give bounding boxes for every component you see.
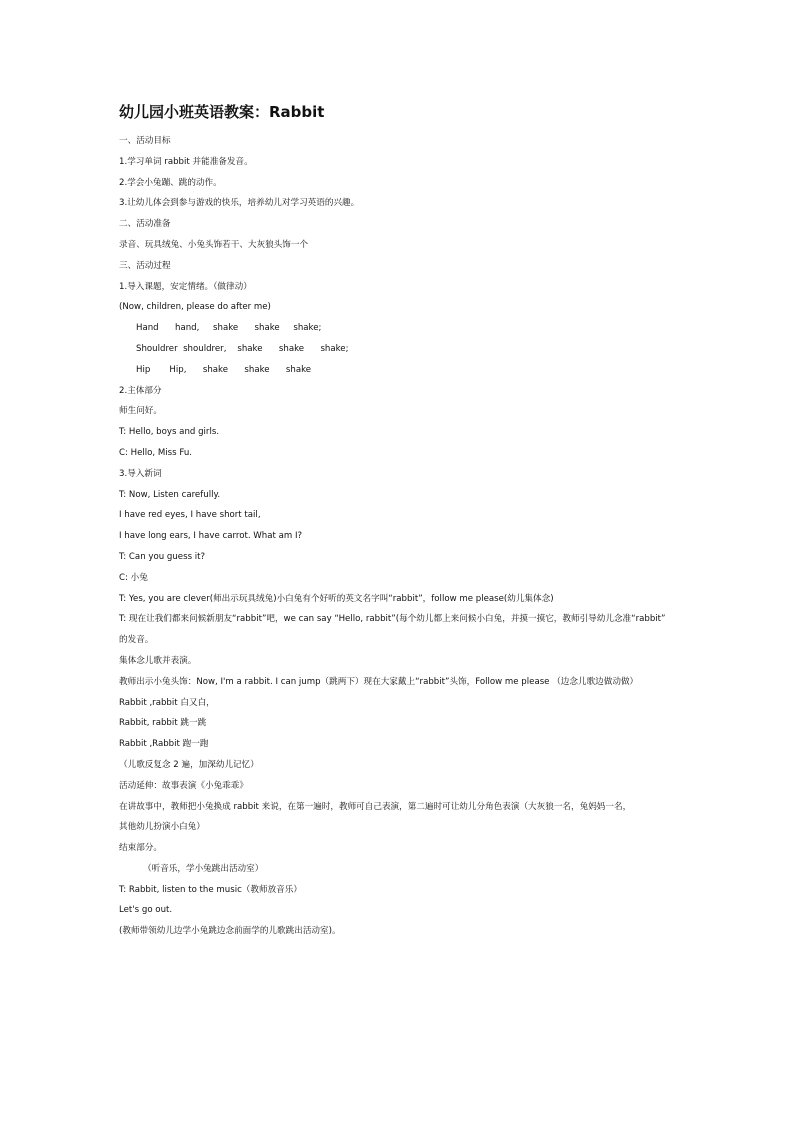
text-line: 一、活动目标 [119, 136, 171, 146]
text-line: 1.学习单词 rabbit 并能准备发音。 [119, 156, 253, 167]
text-line: I have long ears, I have carrot. What am I? [119, 531, 303, 542]
text-line: 2.学会小兔蹦、跳的动作。 [119, 177, 222, 188]
text-line: T: Yes, you are clever(师出示玩具绒兔)小白兔有个好听的英文名字叫“rabbit”，follow me please(幼儿集体念) [119, 593, 554, 604]
text-line: C: Hello, Miss Fu. [119, 447, 193, 458]
text-line: 集体念儿歌并表演。 [119, 655, 197, 666]
text-line: Shouldrer shouldrer, shake shake shake; [136, 343, 349, 354]
text-line: Let's go out. [119, 905, 173, 916]
text-line: C: 小兔 [119, 572, 148, 583]
text-line: 活动延伸：故事表演《小兔乖乖》 [119, 780, 248, 791]
text-line: T: Hello, boys and girls. [119, 427, 220, 438]
text-line: （听音乐，学小兔跳出活动室） [143, 863, 264, 874]
text-line: (Now, children, please do after me) [119, 302, 271, 313]
text-line: 其他幼儿扮演小白兔） [119, 822, 205, 833]
text-line: 3.让幼儿体会到参与游戏的快乐，培养幼儿对学习英语的兴趣。 [119, 198, 360, 209]
text-line: 教师出示小兔头饰：Now, I'm a rabbit. I can jump（跳两下）现在大家戴上“rabbit”头饰，Follow me please （边念儿歌边做动做） [119, 676, 639, 687]
text-line: 1.导入课题，安定情绪。（做律动） [119, 281, 252, 292]
text-line: （儿歌反复念 2 遍，加深幼儿记忆） [119, 759, 259, 770]
text-line: 录音、玩具绒兔、小兔头饰若干、大灰狼头饰一个 [119, 239, 309, 250]
text-line: Rabbit ,Rabbit 跑一跑 [119, 739, 209, 750]
text-line: T: Rabbit, listen to the music（教师放音乐） [119, 884, 302, 895]
text-line: 二、活动准备 [119, 219, 171, 230]
text-line: Hand hand, shake shake shake; [136, 323, 322, 334]
text-line: Rabbit, rabbit 跳一跳 [119, 718, 207, 729]
document-page [119, 100, 689, 942]
text-line: T: Can you guess it? [119, 551, 206, 562]
text-line: T: 现在让我们都来问候新朋友“rabbit”吧，we can say “Hello, rabbit”(每个幼儿都上来问候小白兔，并摸一摸它，教师引导幼儿念准“rabbit” [119, 614, 666, 625]
text-line: I have red eyes, I have short tail, [119, 510, 261, 521]
document-body [119, 131, 689, 942]
text-line: 三、活动过程 [119, 260, 171, 271]
text-line: 结束部分。 [119, 843, 162, 854]
text-line: T: Now, Listen carefully. [119, 489, 221, 500]
text-line: 的发音。 [119, 635, 154, 646]
text-line: 在讲故事中，教师把小兔换成 rabbit 来说，在第一遍时，教师可自己表演，第二遍时可让幼儿分角色表演（大灰狼一名，兔妈妈一名， [119, 801, 632, 812]
document-title: 幼儿园小班英语教案：Rabbit [119, 103, 325, 121]
text-line: 3.导入新词 [119, 468, 162, 479]
text-line: 2.主体部分 [119, 385, 162, 396]
text-line: Rabbit ,rabbit 白又白， [119, 697, 215, 708]
text-line: 师生问好。 [119, 406, 162, 417]
text-line: (教师带领幼儿边学小兔跳边念前面学的儿歌跳出活动室)。 [119, 926, 341, 937]
text-line: Hip Hip, shake shake shake [136, 364, 312, 375]
